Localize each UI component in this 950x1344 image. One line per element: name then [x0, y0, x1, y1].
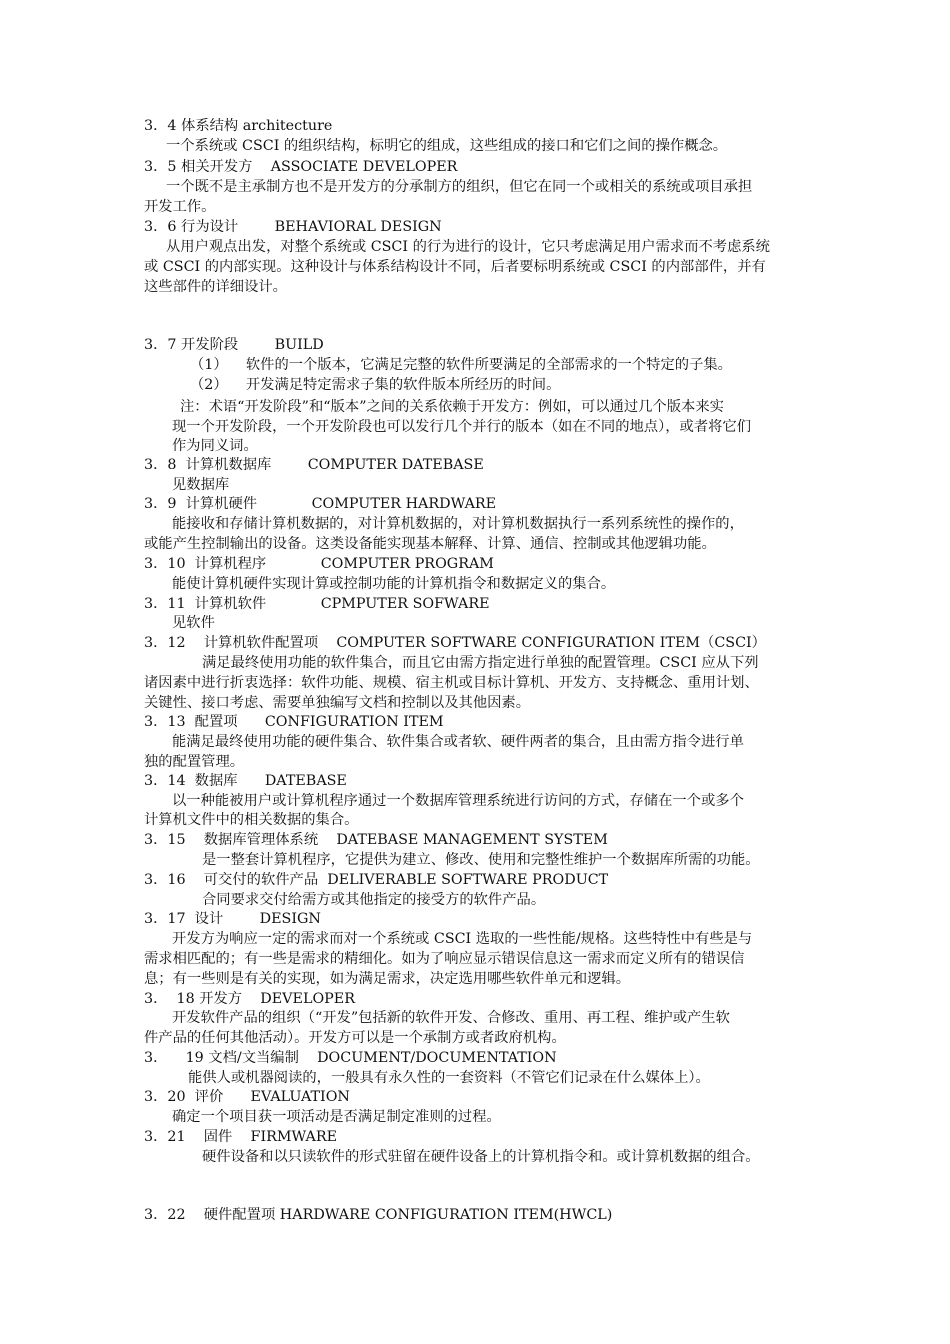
- list-item: （2） 开发满足特定需求子集的软件版本所经历的时间。: [190, 377, 561, 393]
- heading-3-8: 3．8 计算机数据库 COMPUTER DATEBASE: [144, 457, 484, 473]
- paragraph-line: 这些部件的详细设计。: [144, 279, 287, 295]
- paragraph-line: 开发方为响应一定的需求而对一个系统或 CSCI 选取的一些性能/规格。这些特性中有些是与: [172, 931, 753, 947]
- heading-3-22: 3．22 硬件配置项 HARDWARE CONFIGURATION ITEM(HWCL): [144, 1207, 613, 1223]
- paragraph-line: 以一种能被用户或计算机程序通过一个数据库管理系统进行访问的方式，存储在一个或多个: [172, 793, 744, 809]
- note-line: 现一个开发阶段，一个开发阶段也可以发行几个并行的版本（如在不同的地点），或者将它们: [172, 419, 752, 435]
- paragraph-line: 能供人或机器阅读的，一般具有永久性的一套资料（不管它们记录在什么媒体上）。: [188, 1070, 710, 1086]
- paragraph-line: 关键性、接口考虑、需要单独编写文档和控制以及其他因素。: [144, 695, 531, 711]
- paragraph-line: 能满足最终使用功能的硬件集合、软件集合或者软、硬件两者的集合，且由需方指令进行单: [172, 734, 744, 750]
- heading-3-17: 3．17 设计 DESIGN: [144, 911, 321, 927]
- note-line: 作为同义词。: [172, 438, 258, 454]
- heading-3-5: 3．5 相关开发方 ASSOCIATE DEVELOPER: [144, 159, 458, 175]
- paragraph-line: 开发工作。: [144, 199, 216, 215]
- heading-3-4: 3．4 体系结构 architecture: [144, 118, 333, 134]
- paragraph-line: 或 CSCI 的内部实现。这种设计与体系结构设计不同，后者要标明系统或 CSCI 的内部部件，并有: [144, 259, 766, 275]
- heading-3-7: 3．7 开发阶段 BUILD: [144, 337, 324, 353]
- heading-3-6: 3．6 行为设计 BEHAVIORAL DESIGN: [144, 219, 442, 235]
- paragraph-line: 满足最终使用功能的软件集合，而且它由需方指定进行单独的配置管理。CSCI 应从下列: [202, 655, 759, 671]
- heading-3-10: 3．10 计算机程序 COMPUTER PROGRAM: [144, 556, 494, 572]
- paragraph-line: 需求相匹配的；有一些是需求的精细化。如为了响应显示错误信息这一需求而定义所有的错误信: [144, 951, 745, 967]
- heading-3-12: 3．12 计算机软件配置项 COMPUTER SOFTWARE CONFIGURATION ITEM（CSCI）: [144, 635, 766, 651]
- paragraph-line: 见软件: [172, 615, 215, 631]
- paragraph-line: 从用户观点出发，对整个系统或 CSCI 的行为进行的设计，它只考虑满足用户需求而不考虑系统: [166, 239, 770, 255]
- paragraph-line: 见数据库: [172, 477, 230, 493]
- heading-3-11: 3．11 计算机软件 CPMPUTER SOFWARE: [144, 596, 490, 612]
- paragraph-line: 开发软件产品的组织（“开发”包括新的软件开发、合修改、重用、再工程、维护或产生软: [172, 1010, 730, 1026]
- paragraph-line: 独的配置管理。: [144, 754, 245, 770]
- heading-3-15: 3．15 数据库管理体系统 DATEBASE MANAGEMENT SYSTEM: [144, 832, 608, 848]
- paragraph-line: 是一整套计算机程序，它提供为建立、修改、使用和完整性维护一个数据库所需的功能。: [202, 852, 760, 868]
- paragraph-line: 一个既不是主承制方也不是开发方的分承制方的组织，但它在同一个或相关的系统或项目承担: [166, 179, 753, 195]
- heading-3-14: 3．14 数据库 DATEBASE: [144, 773, 347, 789]
- heading-3-9: 3．9 计算机硬件 COMPUTER HARDWARE: [144, 496, 497, 512]
- paragraph-line: 息；有一些则是有关的实现，如为满足需求，决定选用哪些软件单元和逻辑。: [144, 971, 631, 987]
- paragraph-line: 确定一个项目获一项活动是否满足制定准则的过程。: [172, 1109, 501, 1125]
- heading-3-20: 3．20 评价 EVALUATION: [144, 1089, 350, 1105]
- heading-3-18: 3． 18 开发方 DEVELOPER: [144, 991, 355, 1007]
- paragraph-line: 一个系统或 CSCI 的组织结构，标明它的组成，这些组成的接口和它们之间的操作概念。: [166, 138, 728, 154]
- paragraph-line: 或能产生控制输出的设备。这类设备能实现基本解释、计算、通信、控制或其他逻辑功能。: [144, 536, 716, 552]
- note-line: 注：术语“开发阶段”和“版本”之间的关系依赖于开发方：例如，可以通过几个版本来实: [180, 399, 724, 415]
- paragraph-line: 能使计算机硬件实现计算或控制功能的计算机指令和数据定义的集合。: [172, 576, 616, 592]
- paragraph-line: 诸因素中进行折衷选择：软件功能、规模、宿主机或目标计算机、开发方、支持概念、重用计划、: [144, 675, 759, 691]
- heading-3-19: 3． 19 文档/文当编制 DOCUMENT/DOCUMENTATION: [144, 1050, 557, 1066]
- heading-3-13: 3．13 配置项 CONFIGURATION ITEM: [144, 714, 444, 730]
- paragraph-line: 合同要求交付给需方或其他指定的接受方的软件产品。: [202, 892, 546, 908]
- paragraph-line: 计算机文件中的相关数据的集合。: [144, 812, 359, 828]
- paragraph-line: 件产品的任何其他活动）。开发方可以是一个承制方或者政府机构。: [144, 1030, 566, 1046]
- list-item: （1） 软件的一个版本，它满足完整的软件所要满足的全部需求的一个特定的子集。: [190, 357, 732, 373]
- heading-3-21: 3．21 固件 FIRMWARE: [144, 1129, 338, 1145]
- paragraph-line: 能接收和存储计算机数据的，对计算机数据的，对计算机数据执行一系列系统性的操作的，: [172, 516, 744, 532]
- paragraph-line: 硬件设备和以只读软件的形式驻留在硬件设备上的计算机指令和。或计算机数据的组合。: [202, 1149, 760, 1165]
- heading-3-16: 3．16 可交付的软件产品 DELIVERABLE SOFTWARE PRODUCT: [144, 872, 609, 888]
